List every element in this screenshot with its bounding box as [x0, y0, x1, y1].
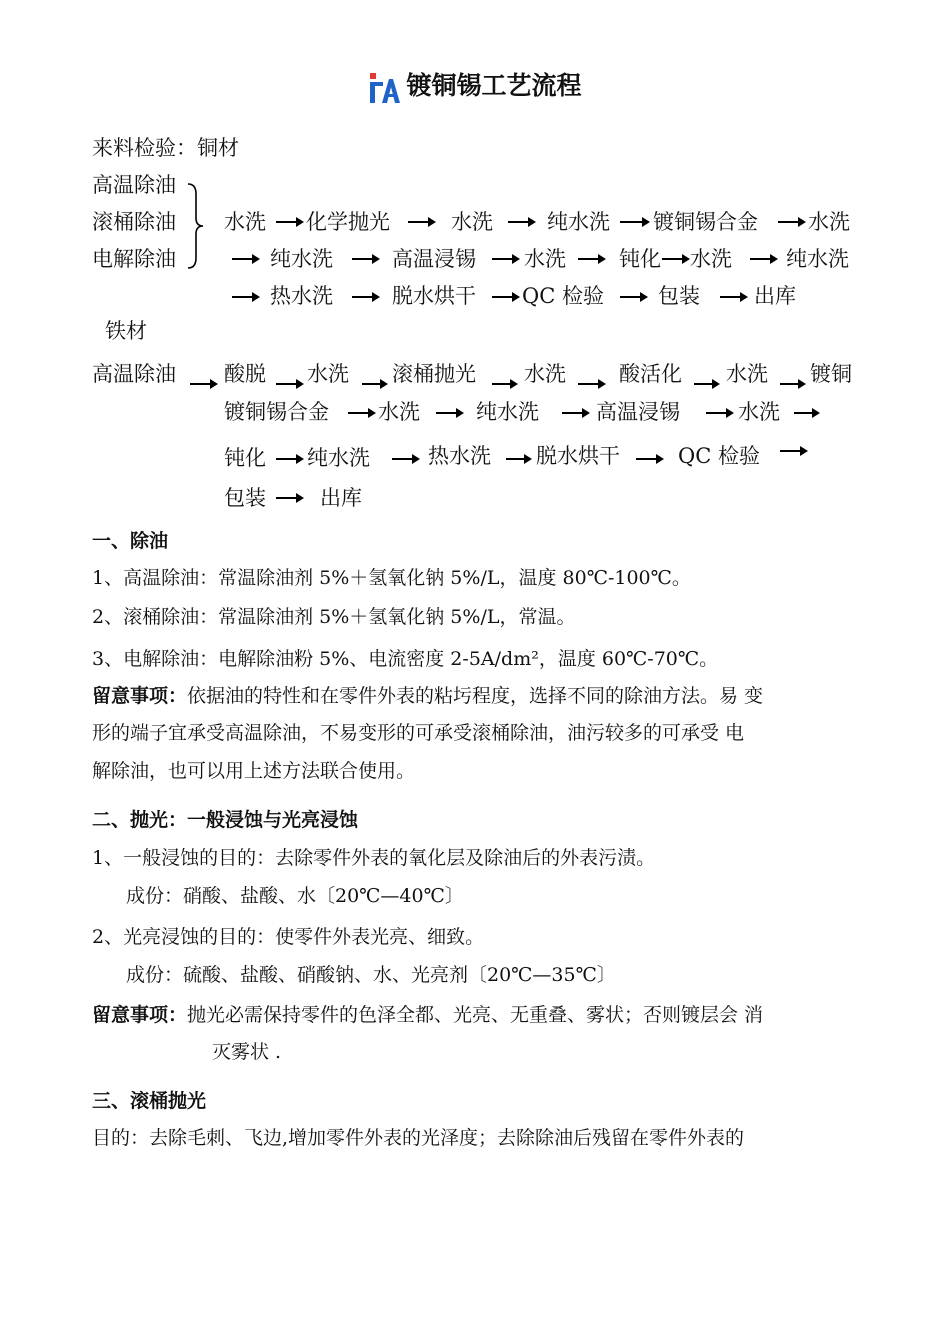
arrow-icon — [562, 412, 588, 414]
note-label: 留意事项： — [92, 1004, 188, 1026]
note-text: 依据油的特性和在零件外表的粘圬程度，选择不同的除油方法。易 变 — [187, 685, 764, 707]
arrow-icon — [276, 497, 302, 499]
arrow-icon — [276, 458, 302, 460]
arrow-icon — [408, 221, 434, 223]
note-line: 解除油，也可以用上述方法联合使用。 — [92, 760, 416, 782]
flow-step: 水洗 — [307, 362, 349, 386]
copper-label: 来料检验：铜材 — [92, 136, 239, 160]
note-line — [92, 681, 763, 708]
arrow-icon — [636, 458, 662, 460]
arrow-icon — [362, 383, 386, 385]
section-heading-degreasing: 一、除油 — [92, 530, 169, 552]
flow-step: QC 检验 — [678, 444, 760, 468]
copper-pre-3: 电解除油 — [92, 247, 176, 271]
flow-step: 酸活化 — [619, 362, 682, 386]
flow-step: 镀铜锡合金 — [653, 210, 758, 234]
flow-step: 出库 — [320, 486, 362, 510]
flow-step: 包装 — [658, 284, 700, 308]
arrow-icon — [276, 383, 302, 385]
flow-step: 纯水洗 — [476, 400, 539, 424]
page-title — [0, 66, 950, 105]
flow-step: 水洗 — [524, 247, 566, 271]
copper-pre-2: 滚桶除油 — [92, 210, 176, 234]
arrow-icon — [620, 296, 646, 298]
flow-step: 水洗 — [224, 210, 266, 234]
flow-step: 高温浸锡 — [596, 400, 680, 424]
copper-pre-1: 高温除油 — [92, 173, 176, 197]
brace-icon — [186, 182, 204, 270]
arrow-icon — [392, 458, 418, 460]
title-text: 镀铜锡工艺流程 — [406, 71, 582, 100]
flow-step: 钝化 — [224, 446, 266, 470]
arrow-icon — [720, 296, 746, 298]
paragraph: 1、一般浸蚀的目的：去除零件外表的氧化层及除油后的外表污渍。 — [92, 847, 656, 869]
arrow-icon — [232, 296, 258, 298]
flow-step: 纯水洗 — [307, 446, 370, 470]
arrow-icon — [436, 412, 462, 414]
flow-step: 热水洗 — [270, 284, 333, 308]
arrow-icon — [620, 221, 648, 223]
paragraph: 3、电解除油：电解除油粉 5%、电流密度 2-5A/dm²，温度 60℃-70℃。 — [92, 648, 719, 670]
flow-step: 水洗 — [808, 210, 850, 234]
flow-step: 水洗 — [378, 400, 420, 424]
arrow-icon — [706, 412, 732, 414]
arrow-icon — [492, 296, 518, 298]
arrow-icon — [694, 383, 718, 385]
flow-step: 水洗 — [690, 247, 732, 271]
arrow-icon — [780, 450, 806, 452]
paragraph: 2、滚桶除油：常温除油剂 5%＋氢氧化钠 5%/L，常温。 — [92, 606, 576, 628]
note-line: 灭雾状 . — [212, 1041, 282, 1063]
flow-step: 滚桶抛光 — [392, 362, 476, 386]
paragraph: 目的：去除毛刺、飞边,增加零件外表的光泽度；去除除油后残留在零件外表的 — [92, 1127, 745, 1149]
flow-step: 高温除油 — [92, 362, 176, 386]
note-text: 抛光必需保持零件的色泽全都、光亮、无重叠、雾状；否则镀层会 消 — [187, 1004, 764, 1026]
note-line: 形的端子宜承受高温除油，不易变形的可承受滚桶除油，油污较多的可承受 电 — [92, 722, 745, 744]
flow-step: 纯水洗 — [270, 247, 333, 271]
flow-step: 脱水烘干 — [536, 444, 620, 468]
flow-step: 水洗 — [451, 210, 493, 234]
arrow-icon — [508, 221, 534, 223]
flow-step: 纯水洗 — [786, 247, 849, 271]
arrow-icon — [578, 383, 604, 385]
flow-step: QC 检验 — [522, 284, 604, 308]
flow-step: 镀铜 — [810, 362, 852, 386]
fa-logo-icon — [368, 69, 402, 105]
flow-step: 包装 — [224, 486, 266, 510]
paragraph: 1、高温除油：常温除油剂 5%＋氢氧化钠 5%/L，温度 80℃-100℃。 — [92, 567, 691, 589]
arrow-icon — [352, 296, 378, 298]
arrow-icon — [778, 221, 804, 223]
arrow-icon — [750, 258, 776, 260]
flow-step: 水洗 — [524, 362, 566, 386]
arrow-icon — [348, 412, 374, 414]
arrow-icon — [232, 258, 258, 260]
arrow-icon — [794, 412, 818, 414]
section-heading-barrel-polishing: 三、滚桶抛光 — [92, 1090, 207, 1112]
arrow-icon — [662, 258, 688, 260]
flow-step: 化学抛光 — [306, 210, 390, 234]
paragraph: 成份：硫酸、盐酸、硝酸钠、水、光亮剂〔20℃—35℃〕 — [126, 964, 616, 986]
flow-step: 脱水烘干 — [392, 284, 476, 308]
arrow-icon — [352, 258, 378, 260]
flow-step: 水洗 — [738, 400, 780, 424]
flow-step: 钝化 — [619, 247, 661, 271]
arrow-icon — [190, 383, 216, 385]
note-label: 留意事项： — [92, 685, 188, 707]
section-heading-polishing: 二、抛光：一般浸蚀与光亮浸蚀 — [92, 809, 359, 831]
note-line — [92, 1000, 763, 1027]
flow-step: 热水洗 — [428, 444, 491, 468]
arrow-icon — [276, 221, 302, 223]
flow-step: 酸脱 — [224, 362, 266, 386]
arrow-icon — [780, 383, 804, 385]
flow-step: 水洗 — [726, 362, 768, 386]
flow-step: 纯水洗 — [547, 210, 610, 234]
arrow-icon — [492, 383, 516, 385]
flow-step: 镀铜锡合金 — [224, 400, 329, 424]
flow-step: 出库 — [754, 284, 796, 308]
iron-label: 铁材 — [105, 319, 147, 343]
arrow-icon — [578, 258, 604, 260]
arrow-icon — [492, 258, 518, 260]
paragraph: 2、光亮浸蚀的目的：使零件外表光亮、细致。 — [92, 926, 485, 948]
flow-step: 高温浸锡 — [392, 247, 476, 271]
paragraph: 成份：硝酸、盐酸、水〔20℃—40℃〕 — [126, 885, 464, 907]
arrow-icon — [506, 458, 530, 460]
